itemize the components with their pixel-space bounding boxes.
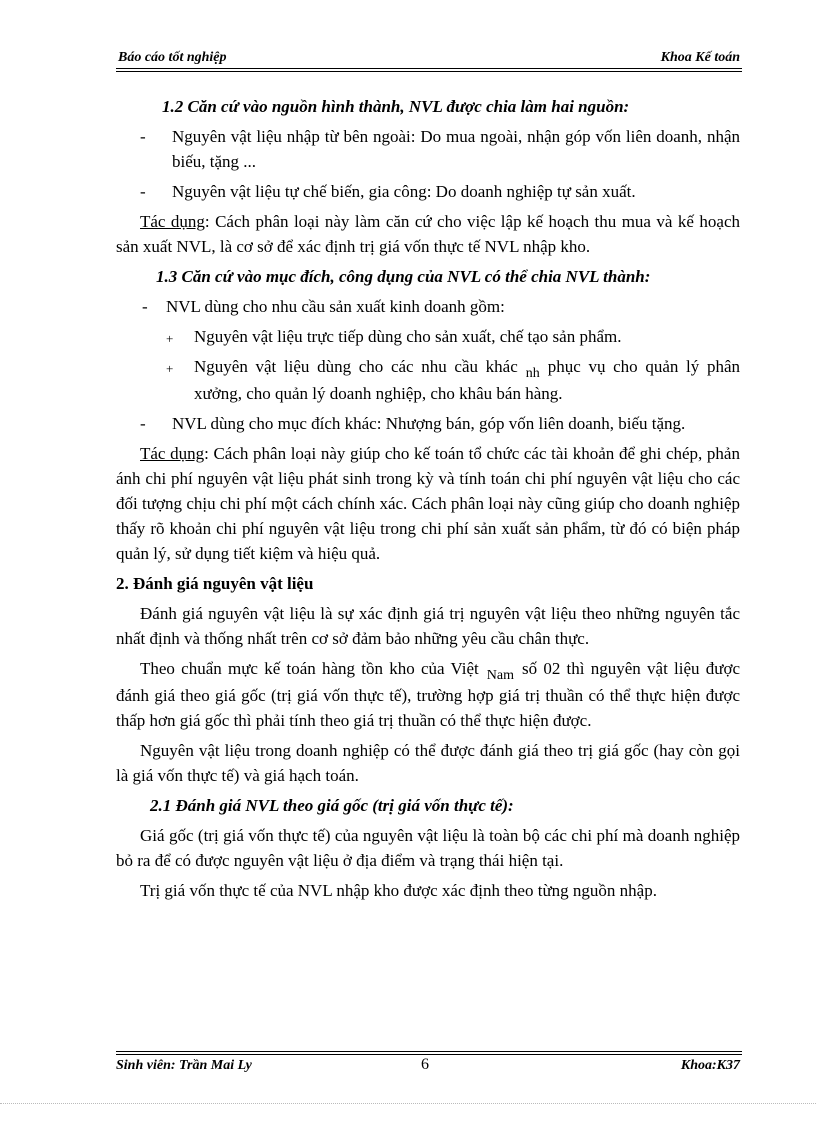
footer-class: Khoa:K37 bbox=[680, 1058, 740, 1073]
header-right: Khoa Kế toán bbox=[660, 50, 740, 65]
effect-label-2: Tác dụng bbox=[140, 444, 205, 463]
bullet-other-purpose: - NVL dùng cho mục đích khác: Nhượng bán, góp vốn liên doanh, biếu tặng. bbox=[140, 414, 686, 433]
paragraph-methods: Nguyên vật liệu trong doanh nghiệp có thể được đánh giá theo trị giá gốc (hay còn gọi là giá vốn thực tế) và giá hạch toán. bbox=[116, 741, 740, 785]
page-header bbox=[116, 50, 740, 68]
heading-1-2: 1.2 Căn cứ vào nguồn hình thành, NVL được chia làm hai nguồn: bbox=[162, 97, 630, 116]
heading-2: 2. Đánh giá nguyên vật liệu bbox=[116, 574, 314, 593]
heading-2-1: 2.1 Đánh giá NVL theo giá gốc (trị giá vốn thực tế): bbox=[150, 796, 514, 815]
header-left: Báo cáo tốt nghiệp bbox=[118, 50, 227, 65]
paragraph-original-cost: Giá gốc (trị giá vốn thực tế) của nguyên vật liệu là toàn bộ các chi phí mà doanh nghiệp bỏ ra để có được nguyên vật liệu ở địa điểm và trạng thái hiện tại. bbox=[116, 826, 740, 870]
header-rule bbox=[116, 68, 742, 69]
page-bottom-dotted-line bbox=[0, 1103, 816, 1104]
paragraph-standard: Theo chuẩn mực kế toán hàng tồn kho của Việt $_{Nam}$ số 02 thì nguyên vật liệu được đánh giá theo giá gốc (trị giá vốn thực tế), trường hợp giá trị thuần có thể thực hiện được thấp hơn giá gốc thì phải tính theo giá trị thuần có thể thực hiện được. bbox=[116, 659, 740, 730]
footer-rule bbox=[116, 1051, 742, 1052]
effect-paragraph-1: Tác dụng: Cách phân loại này làm căn cứ cho việc lập kế hoạch thu mua và kế hoạch sản xuất NVL, là cơ sở để xác định trị giá vốn thực tế NVL nhập kho. bbox=[116, 212, 740, 256]
footer-rule-2 bbox=[116, 1054, 742, 1055]
subbullet-direct: + Nguyên vật liệu trực tiếp dùng cho sản xuất, chế tạo sản phẩm. bbox=[166, 327, 622, 346]
subbullet-other-needs: + Nguyên vật liệu dùng cho các nhu cầu khác $_{nh}$ phục vụ cho quản lý phân xưởng, cho quản lý doanh nghiệp, cho khâu bán hàng. bbox=[166, 357, 740, 403]
paragraph-definition: Đánh giá nguyên vật liệu là sự xác định giá trị nguyên vật liệu theo những nguyên tắc nhất định và thống nhất trên cơ sở đảm bảo những yêu cầu chân thực. bbox=[116, 604, 740, 648]
paragraph-sources: Trị giá vốn thực tế của NVL nhập kho được xác định theo từng nguồn nhập. bbox=[140, 881, 657, 900]
header-rule-2 bbox=[116, 71, 742, 72]
page-number: 6 bbox=[421, 1056, 429, 1073]
effect-label: Tác dụng bbox=[140, 212, 205, 231]
page-body bbox=[116, 94, 740, 903]
heading-1-3: 1.3 Căn cứ vào mục đích, công dụng của NVL có thể chia NVL thành: bbox=[156, 267, 651, 286]
bullet-self-made: - Nguyên vật liệu tự chế biến, gia công: Do doanh nghiệp tự sản xuất. bbox=[140, 182, 636, 201]
bullet-external: - Nguyên vật liệu nhập từ bên ngoài: Do mua ngoài, nhận góp vốn liên doanh, nhận biếu, tặng ... bbox=[140, 127, 740, 171]
bullet-production-use: - NVL dùng cho nhu cầu sản xuất kinh doanh gồm: bbox=[142, 297, 505, 316]
footer-student: Sinh viên: Trần Mai Ly bbox=[116, 1058, 252, 1073]
effect-paragraph-2: Tác dụng: Cách phân loại này giúp cho kế toán tổ chức các tài khoản để ghi chép, phản ánh chi phí nguyên vật liệu phát sinh trong kỳ và tính toán chi phí nguyên vật liệu cho các đối tượng chịu chi phí một cách chính xác. Cách phân loại này cũng giúp cho doanh nghiệp thấy rõ khoản chi phí nguyên vật liệu trong chi phí sản xuất sản phẩm, từ đó có biện pháp quản lý, sử dụng tiết kiệm và hiệu quả. bbox=[116, 444, 740, 563]
